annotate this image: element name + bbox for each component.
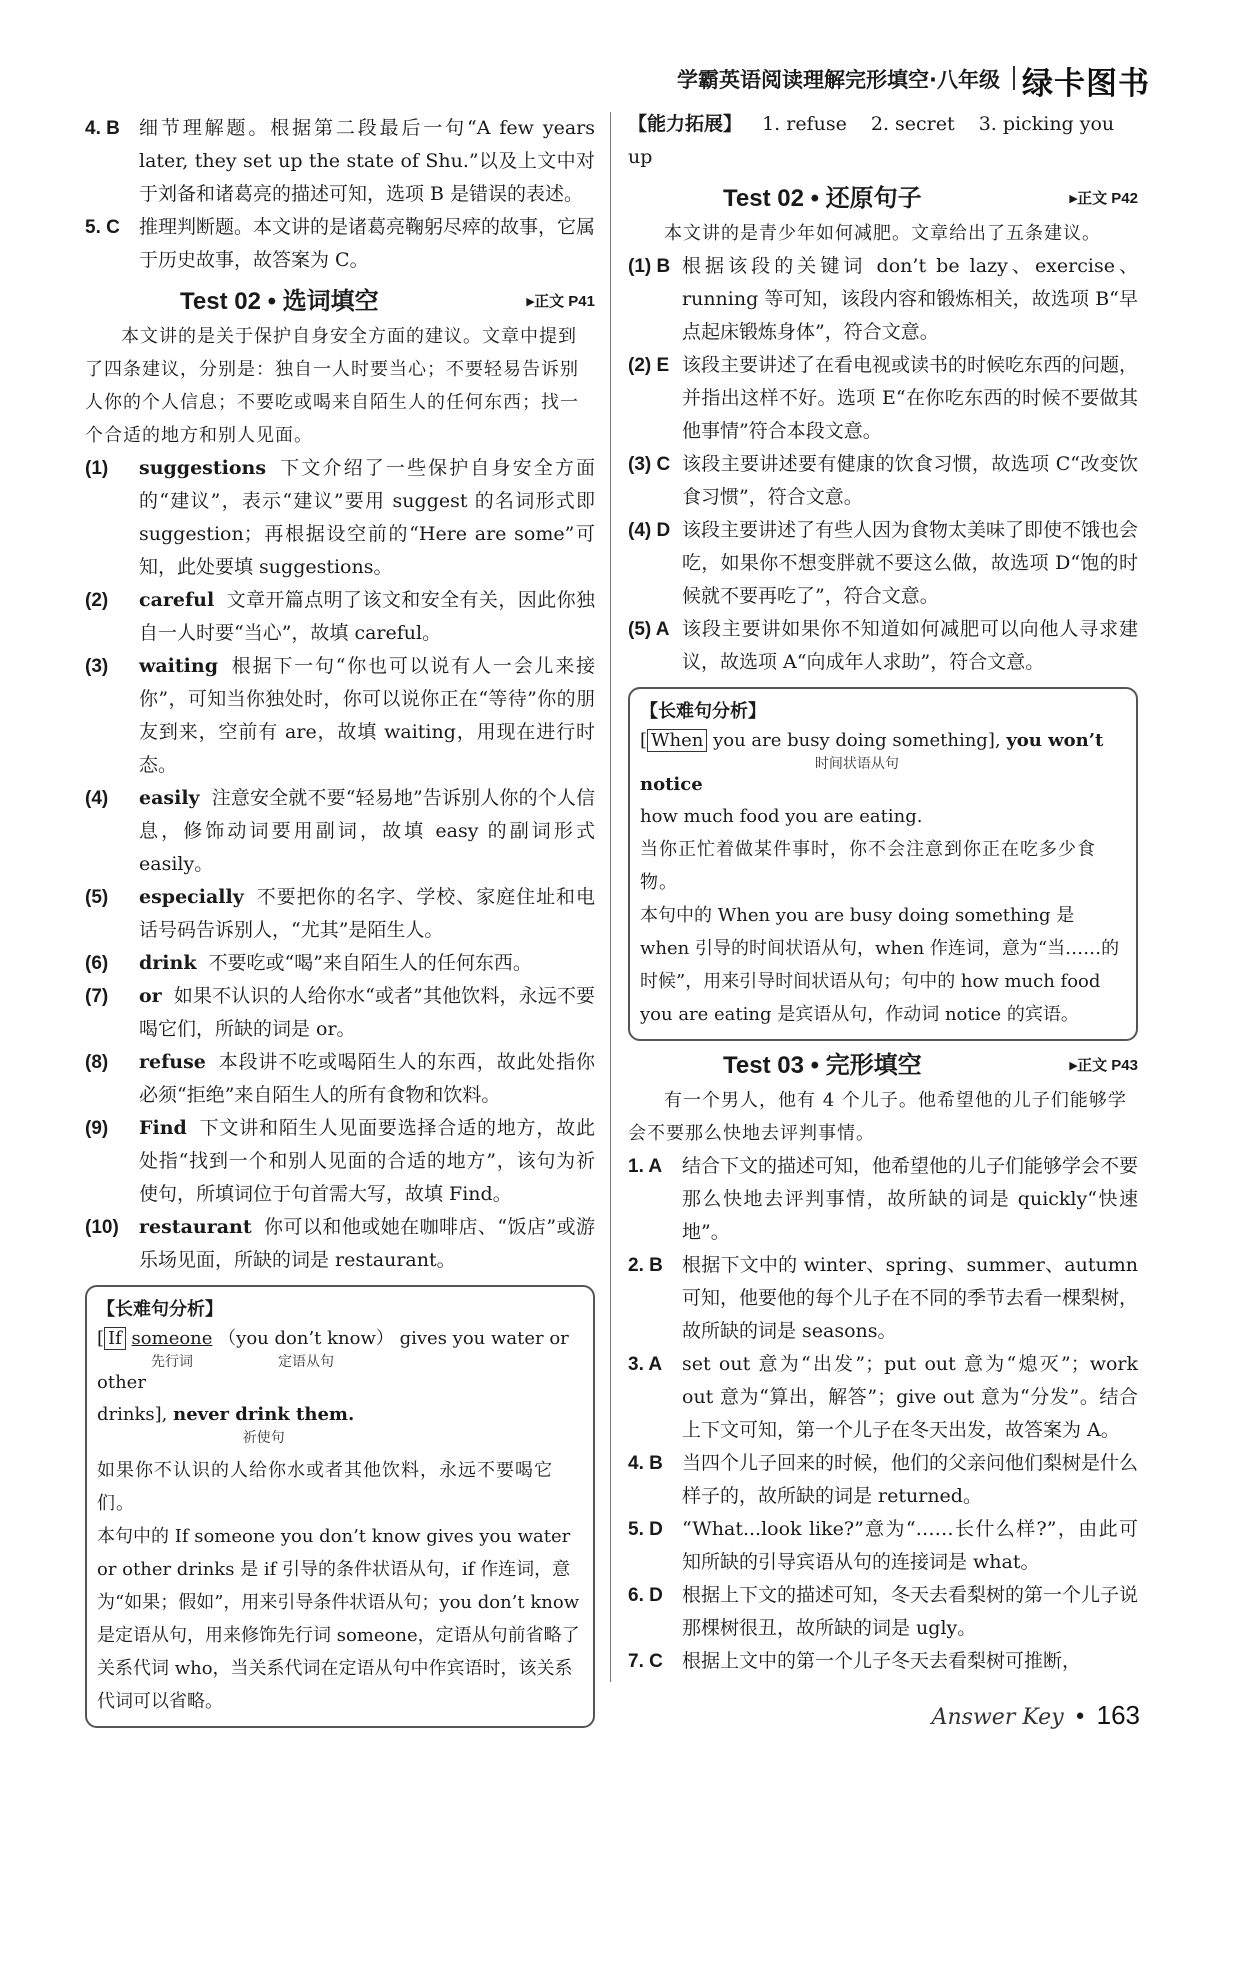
answer-item bbox=[628, 349, 1138, 448]
answer-text bbox=[139, 452, 595, 584]
answer-item bbox=[85, 1211, 595, 1277]
explanation: 如果不认识的人给你水“或者”其他饮料，永远不要喝它们，所缺的词是 or。 bbox=[139, 985, 595, 1040]
time-clause: you are busy doing something], bbox=[713, 730, 1001, 751]
right-column bbox=[628, 112, 1138, 1678]
section-heading bbox=[628, 1049, 1138, 1082]
answer-number: 7. C bbox=[628, 1651, 663, 1672]
answer-word: suggestions bbox=[139, 457, 267, 479]
answer-number: (3) C bbox=[628, 454, 671, 475]
answer-number: (9) bbox=[85, 1118, 109, 1139]
section-intro: 有一个男人，他有 4 个儿子。他希望他的儿子们能够学会不要那么快地去评判事情。 bbox=[628, 1090, 1127, 1144]
page-reference: ▸正文 P42 bbox=[1069, 190, 1138, 207]
answer-item bbox=[85, 211, 595, 277]
explanation: 你可以和他或她在咖啡店、“饭店”或游乐场见面，所缺的词是 restaurant。 bbox=[139, 1216, 595, 1271]
label-imperative: 祈使句 bbox=[242, 1430, 285, 1446]
extension-item: 3. picking you up bbox=[628, 113, 1115, 168]
footer-label: Answer Key bbox=[931, 1705, 1064, 1730]
section-intro: 本文讲的是青少年如何减肥。文章给出了五条建议。 bbox=[664, 223, 1101, 244]
answer-word: drink bbox=[139, 952, 197, 974]
extension-item: 2. secret bbox=[870, 113, 955, 135]
answer-item bbox=[628, 613, 1138, 679]
explanation: 不要把你的名字、学校、家庭住址和电话号码告诉别人，“尤其”是陌生人。 bbox=[139, 886, 595, 941]
sentence-rest: gives you water or other bbox=[97, 1328, 569, 1393]
section-heading bbox=[628, 182, 1138, 215]
answer-item bbox=[628, 1645, 1138, 1678]
answer-number: (5) A bbox=[628, 619, 670, 640]
footer-dot: • bbox=[1073, 1705, 1087, 1730]
answer-word: waiting bbox=[139, 655, 218, 677]
answer-item bbox=[628, 514, 1138, 613]
answer-item bbox=[85, 584, 595, 650]
answer-number: (5) bbox=[85, 887, 109, 908]
answer-text bbox=[139, 980, 595, 1046]
section-title: Test 03 • 完形填空 bbox=[723, 1052, 922, 1079]
answer-item bbox=[85, 1046, 595, 1112]
answer-text bbox=[139, 584, 595, 650]
sentence-analysis-box bbox=[628, 687, 1138, 1041]
page-reference: ▸正文 P41 bbox=[526, 293, 595, 310]
explanation: 下文介绍了一些保护自身安全方面的“建议”，表示“建议”要用 suggest 的名词形式即 suggestion；再根据设空前的“Here are some”可知，此处要填 suggestions。 bbox=[139, 457, 595, 578]
answer-text bbox=[139, 650, 595, 782]
section-heading bbox=[85, 285, 595, 318]
answer-number: (4) D bbox=[628, 520, 671, 541]
answer-item bbox=[628, 448, 1138, 514]
answer-item bbox=[85, 452, 595, 584]
analysis-text: 本句中的 When you are busy doing something 是 when 引导的时间状语从句，when 作连词，意为“当……的时候”，用来引导时间状语从句；句中的 how much food you are eating 是宾语从句，作动词 notice 的宾语。 bbox=[640, 905, 1120, 1025]
explanation: 根据下一句“你也可以说有人一会儿来接你”，可知当你独处时，你可以说你正在“等待”你的朋友到来，空前有 are，故填 waiting，用现在进行时态。 bbox=[139, 655, 595, 776]
answer-item bbox=[85, 881, 595, 947]
answer-list bbox=[628, 1150, 1138, 1678]
answer-number: (2) E bbox=[628, 355, 670, 376]
keyword: When bbox=[647, 729, 707, 752]
answer-number: (2) bbox=[85, 590, 109, 611]
answer-item bbox=[628, 1348, 1138, 1447]
answer-text bbox=[139, 1046, 595, 1112]
answer-number: 5. D bbox=[628, 1519, 663, 1540]
analysis-text: 本句中的 If someone you don’t know gives you water or other drinks 是 if 引导的条件状语从句，if 作连词，意为“如果；假如”，用来引导条件状语从句；you don’t know 是定语从句，用来修饰先行词 someone，定语从句前省略了关系代词 who，当关系代词在定语从句中作宾语时，该关系代词可以省略。 bbox=[97, 1526, 580, 1712]
answer-text bbox=[139, 881, 595, 947]
answer-item bbox=[85, 947, 595, 980]
answer-word: careful bbox=[139, 589, 215, 611]
answer-item bbox=[628, 250, 1138, 349]
main-clause: you won’t notice bbox=[640, 730, 1104, 795]
answer-text: 该段主要讲述要有健康的饮食习惯，故选项 C“改变饮食习惯”，符合文意。 bbox=[682, 453, 1138, 508]
answer-number: 1. A bbox=[628, 1156, 663, 1177]
answer-text: 根据该段的关键词 don’t be lazy、exercise、running 等可知，该段内容和锻炼相关，故选项 B“早点起床锻炼身体”，符合文意。 bbox=[682, 255, 1138, 343]
answer-text: 结合下文的描述可知，他希望他的儿子们能够学会不要那么快地去评判事情，故所缺的词是 quickly“快速地”。 bbox=[682, 1155, 1139, 1243]
label-time-clause: 时间状语从句 bbox=[814, 756, 899, 772]
answer-text: 根据上文中的第一个儿子冬天去看梨树可推断， bbox=[682, 1650, 1082, 1672]
main-clause: never drink them. bbox=[173, 1404, 355, 1425]
answer-word: or bbox=[139, 985, 162, 1007]
answer-text: 该段主要讲如果你不知道如何减肥可以向他人寻求建议，故选项 A“向成年人求助”，符合文意。 bbox=[682, 618, 1138, 673]
answer-text: set out 意为“出发”；put out 意为“熄灭”；work out 意为“算出，解答”；give out 意为“分发”。结合上下文可知，第一个儿子在冬天出发，故答案为 A。 bbox=[682, 1353, 1138, 1441]
answer-item bbox=[85, 980, 595, 1046]
ability-extension bbox=[628, 108, 1138, 174]
answer-item bbox=[628, 1579, 1138, 1645]
answer-list bbox=[628, 250, 1138, 679]
answer-text: 根据下文中的 winter、spring、summer、autumn 可知，他要他的每个儿子在不同的季节去看一棵梨树，故所缺的词是 seasons。 bbox=[682, 1254, 1139, 1342]
answer-number: (3) bbox=[85, 656, 109, 677]
section-intro: 本文讲的是关于保护自身安全方面的建议。文章中提到了四条建议，分别是：独自一人时要当心；不要轻易告诉别人你的个人信息；不要吃或喝来自陌生人的任何东西；找一个合适的地方和别人见面。 bbox=[85, 326, 579, 446]
answer-text: 推理判断题。本文讲的是诸葛亮鞠躬尽瘁的故事，它属于历史故事，故答案为 C。 bbox=[139, 216, 596, 271]
answer-text: 根据上下文的描述可知，冬天去看梨树的第一个儿子说那棵树很丑，故所缺的词是 ugly。 bbox=[682, 1584, 1139, 1639]
answer-word: refuse bbox=[139, 1051, 206, 1073]
extension-item: 1. refuse bbox=[762, 113, 847, 135]
answer-item bbox=[628, 1513, 1138, 1579]
extension-heading: 【能力拓展】 bbox=[628, 114, 743, 135]
answer-number: 5. C bbox=[85, 217, 120, 238]
answer-number: (7) bbox=[85, 986, 109, 1007]
answer-number: (4) bbox=[85, 788, 109, 809]
keyword: If bbox=[104, 1327, 126, 1350]
explanation: 不要吃或“喝”来自陌生人的任何东西。 bbox=[208, 952, 532, 974]
box-heading: 【长难句分析】 bbox=[97, 1299, 223, 1319]
answer-number: (6) bbox=[85, 953, 109, 974]
section-title: Test 02 • 还原句子 bbox=[723, 185, 922, 212]
answer-number: 6. D bbox=[628, 1585, 663, 1606]
answer-text: 该段主要讲述了在看电视或读书的时候吃东西的问题，并指出这样不好。选项 E“在你吃东西的时候不要做其他事情”符合本段文意。 bbox=[682, 354, 1139, 442]
book-title: 学霸英语阅读理解完形填空·八年级 bbox=[677, 68, 1000, 92]
label-clause: 定语从句 bbox=[278, 1354, 335, 1370]
annotated-sentence: [ When you are busy doing something], 时间状语从句 you won’t notice bbox=[640, 730, 1104, 795]
answer-text: 当四个儿子回来的时候，他们的父亲问他们梨树是什么样子的，故所缺的词是 returned。 bbox=[682, 1452, 1139, 1507]
answer-number: (1) bbox=[85, 458, 109, 479]
page-footer bbox=[932, 1700, 1140, 1731]
annotated-sentence: [ If someone 先行词 （you don’t know） 定语从句 gives you water or other bbox=[97, 1328, 569, 1393]
attributive-clause: （you don’t know） bbox=[218, 1328, 394, 1349]
explanation: 下文讲和陌生人见面要选择合适的地方，故此处指“找到一个和别人见面的合适的地方”，该句为祈使句，所填词位于句首需大写，故填 Find。 bbox=[139, 1117, 595, 1205]
sentence-analysis-box bbox=[85, 1285, 595, 1728]
answer-number: 2. B bbox=[628, 1255, 663, 1276]
answer-number: 4. B bbox=[85, 118, 120, 139]
label-antecedent: 先行词 bbox=[150, 1354, 193, 1370]
box-heading: 【长难句分析】 bbox=[640, 701, 766, 721]
answer-number: 3. A bbox=[628, 1354, 663, 1375]
explanation: 文章开篇点明了该文和安全有关，因此你独自一人时要“当心”，故填 careful。 bbox=[139, 589, 595, 644]
answer-word: Find bbox=[139, 1117, 187, 1139]
header-divider bbox=[1013, 66, 1015, 90]
answer-text: “What...look like?”意为“……长什么样?”，由此可知所缺的引导宾语从句的连接词是 what。 bbox=[682, 1518, 1138, 1573]
answer-item bbox=[628, 1150, 1138, 1249]
page-reference: ▸正文 P43 bbox=[1069, 1057, 1138, 1074]
answer-number: (1) B bbox=[628, 256, 671, 277]
brand-logo: 绿卡图书 bbox=[1022, 66, 1150, 102]
answer-item bbox=[628, 1249, 1138, 1348]
answer-number: 4. B bbox=[628, 1453, 663, 1474]
explanation: 本段讲不吃或喝陌生人的东西，故此处指你必须“拒绝”来自陌生人的所有食物和饮料。 bbox=[139, 1051, 595, 1106]
answer-word: restaurant bbox=[139, 1216, 252, 1238]
answer-item bbox=[85, 650, 595, 782]
answer-word: easily bbox=[139, 787, 200, 809]
antecedent: someone bbox=[131, 1328, 213, 1349]
answer-text bbox=[139, 947, 595, 980]
left-column bbox=[85, 112, 595, 1732]
section-title: Test 02 • 选词填空 bbox=[180, 288, 379, 315]
answer-text: 该段主要讲述了有些人因为食物太美味了即使不饿也会吃，如果你不想变胖就不要这么做，故选项 D“饱的时候就不要再吃了”，符合文意。 bbox=[682, 519, 1139, 607]
page-header bbox=[640, 58, 1150, 102]
answer-item bbox=[85, 782, 595, 881]
answer-number: (10) bbox=[85, 1217, 119, 1238]
sentence-part: how much food you are eating. bbox=[640, 806, 923, 827]
answer-item bbox=[85, 112, 595, 211]
translation: 如果你不认识的人给你水或者其他饮料，永远不要喝它们。 bbox=[97, 1460, 553, 1514]
answer-item bbox=[85, 1112, 595, 1211]
answer-word: especially bbox=[139, 886, 244, 908]
answer-number: (8) bbox=[85, 1052, 109, 1073]
page-number: 163 bbox=[1096, 1700, 1140, 1730]
answer-text bbox=[139, 1112, 595, 1211]
answer-text bbox=[139, 782, 595, 881]
translation: 当你正忙着做某件事时，你不会注意到你正在吃多少食物。 bbox=[640, 839, 1096, 893]
answer-text: 细节理解题。根据第二段最后一句“A few years later, they set up the state of Shu.”以及上文中对于刘备和诸葛亮的描述可知，选项 B 是错误的表述。 bbox=[139, 117, 595, 205]
column-divider bbox=[610, 112, 611, 1682]
answer-text bbox=[139, 1211, 595, 1277]
sentence-part: drinks], bbox=[97, 1404, 168, 1425]
answer-list bbox=[85, 452, 595, 1277]
answer-item bbox=[628, 1447, 1138, 1513]
annotated-sentence-line2 bbox=[97, 1404, 583, 1448]
explanation: 注意安全就不要“轻易地”告诉别人你的个人信息，修饰动词要用副词，故填 easy 的副词形式 easily。 bbox=[139, 787, 595, 875]
